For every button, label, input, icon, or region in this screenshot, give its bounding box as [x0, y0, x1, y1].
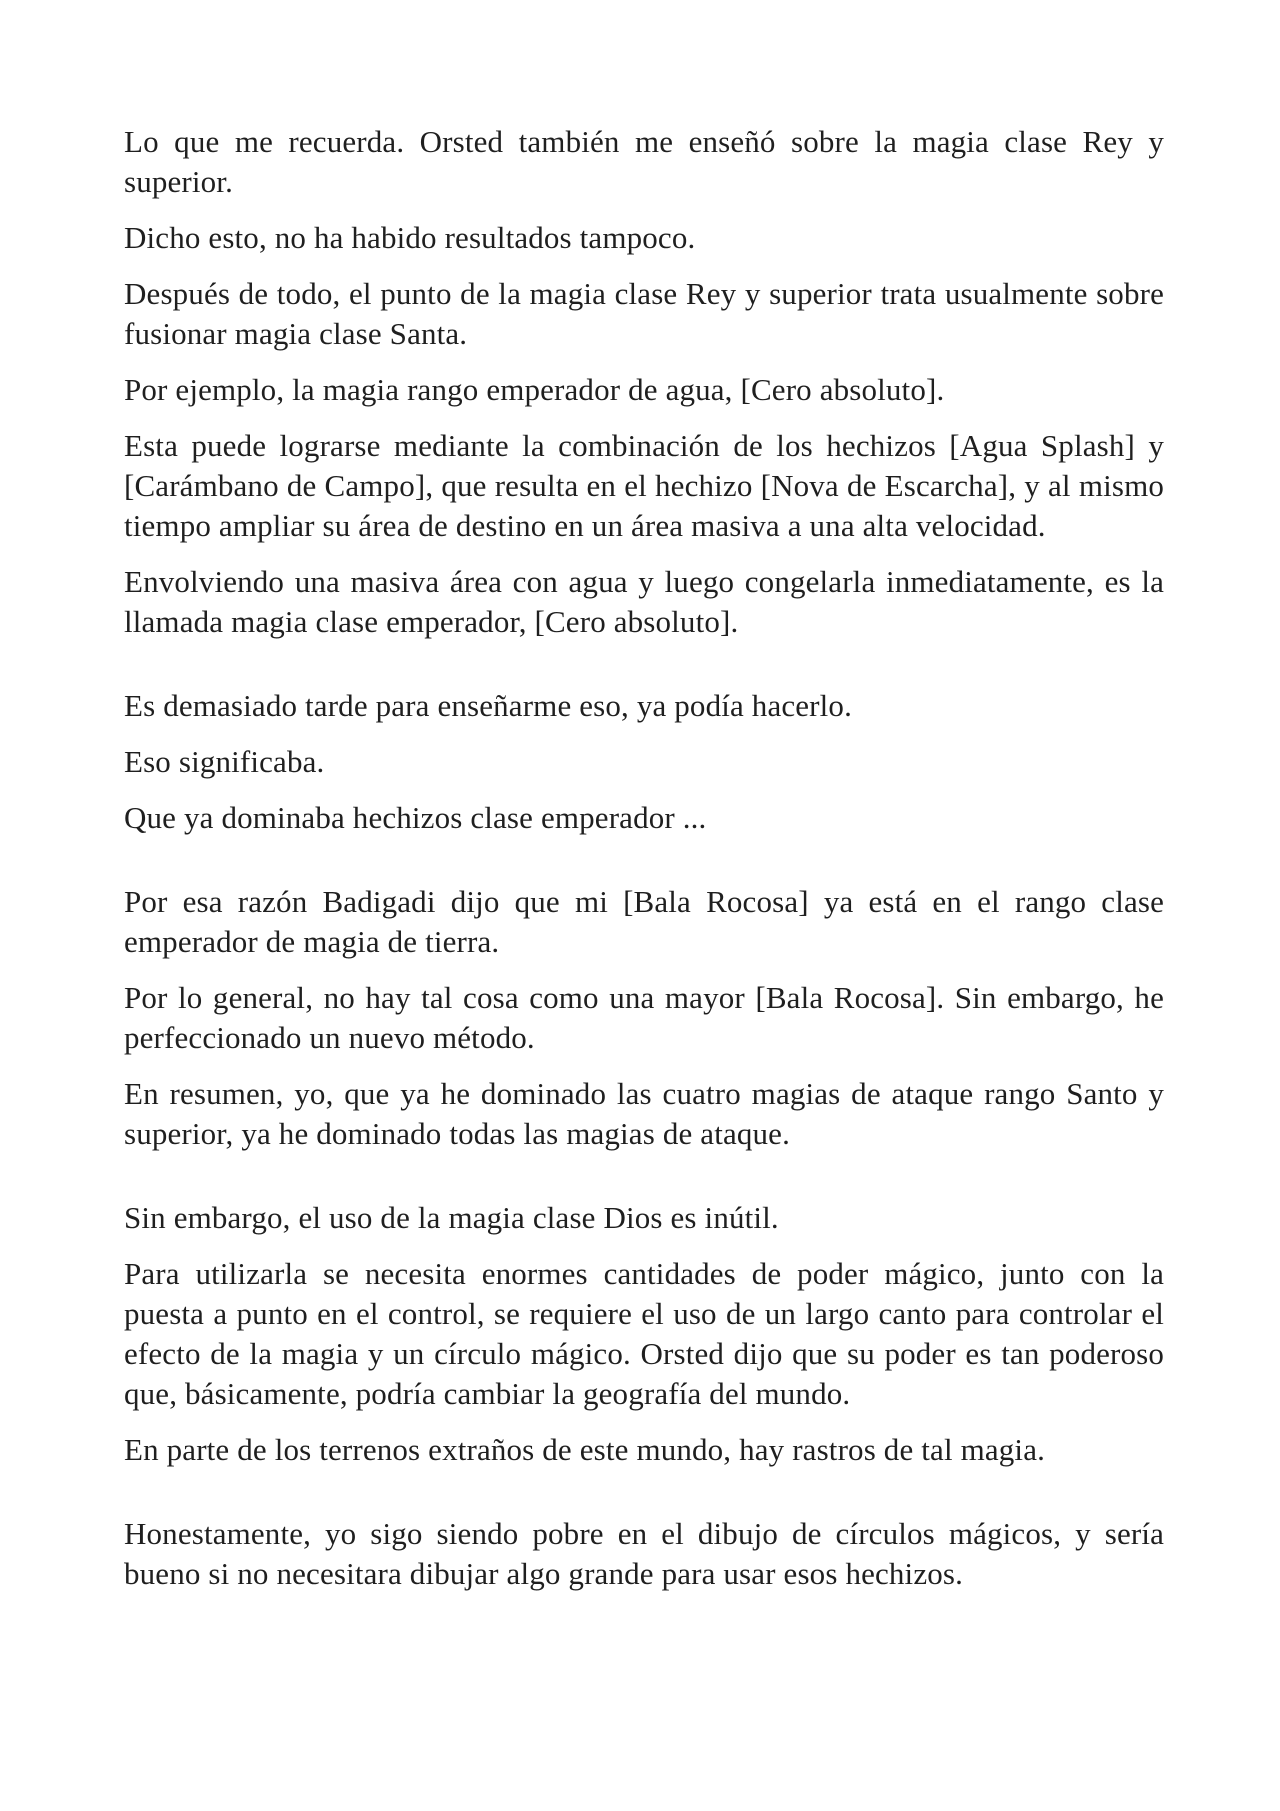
paragraph: Por lo general, no hay tal cosa como una mayor [Bala Rocosa]. Sin embargo, he perfeccionado un nuevo método.	[124, 980, 1164, 1055]
paragraph: Por ejemplo, la magia rango emperador de agua, [Cero absoluto].	[124, 372, 945, 407]
paragraph: Envolviendo una masiva área con agua y luego congelarla inmediatamente, es la llamada magia clase emperador, [Cero absoluto].	[124, 564, 1164, 639]
paragraph: En parte de los terrenos extraños de este mundo, hay rastros de tal magia.	[124, 1432, 1045, 1467]
paragraph: Que ya dominaba hechizos clase emperador ...	[124, 800, 707, 835]
paragraph: Es demasiado tarde para enseñarme eso, ya podía hacerlo.	[124, 688, 852, 723]
paragraph: Para utilizarla se necesita enormes cantidades de poder mágico, junto con la puesta a punto en el control, se requiere el uso de un largo canto para controlar el efecto de la magia y un círculo mágico. Orsted dijo que su poder es tan poderoso que, básicamente, podría cambiar la geografía del mundo.	[124, 1256, 1164, 1411]
paragraph: Dicho esto, no ha habido resultados tampoco.	[124, 220, 696, 255]
paragraph: Esta puede lograrse mediante la combinación de los hechizos [Agua Splash] y [Carámbano de Campo], que resulta en el hechizo [Nova de Escarcha], y al mismo tiempo ampliar su área de destino en un área masiva a una alta velocidad.	[124, 428, 1164, 543]
paragraph: Honestamente, yo sigo siendo pobre en el dibujo de círculos mágicos, y sería bueno si no necesitara dibujar algo grande para usar esos hechizos.	[124, 1516, 1164, 1591]
paragraph: Sin embargo, el uso de la magia clase Dios es inútil.	[124, 1200, 779, 1235]
paragraph: Después de todo, el punto de la magia clase Rey y superior trata usualmente sobre fusionar magia clase Santa.	[124, 276, 1164, 351]
paragraph: En resumen, yo, que ya he dominado las cuatro magias de ataque rango Santo y superior, ya he dominado todas las magias de ataque.	[124, 1076, 1164, 1151]
paragraph: Lo que me recuerda. Orsted también me enseñó sobre la magia clase Rey y superior.	[124, 124, 1164, 199]
body-text	[124, 122, 1164, 1610]
paragraph: Eso significaba.	[124, 744, 325, 779]
paragraph: Por esa razón Badigadi dijo que mi [Bala Rocosa] ya está en el rango clase emperador de magia de tierra.	[124, 884, 1164, 959]
